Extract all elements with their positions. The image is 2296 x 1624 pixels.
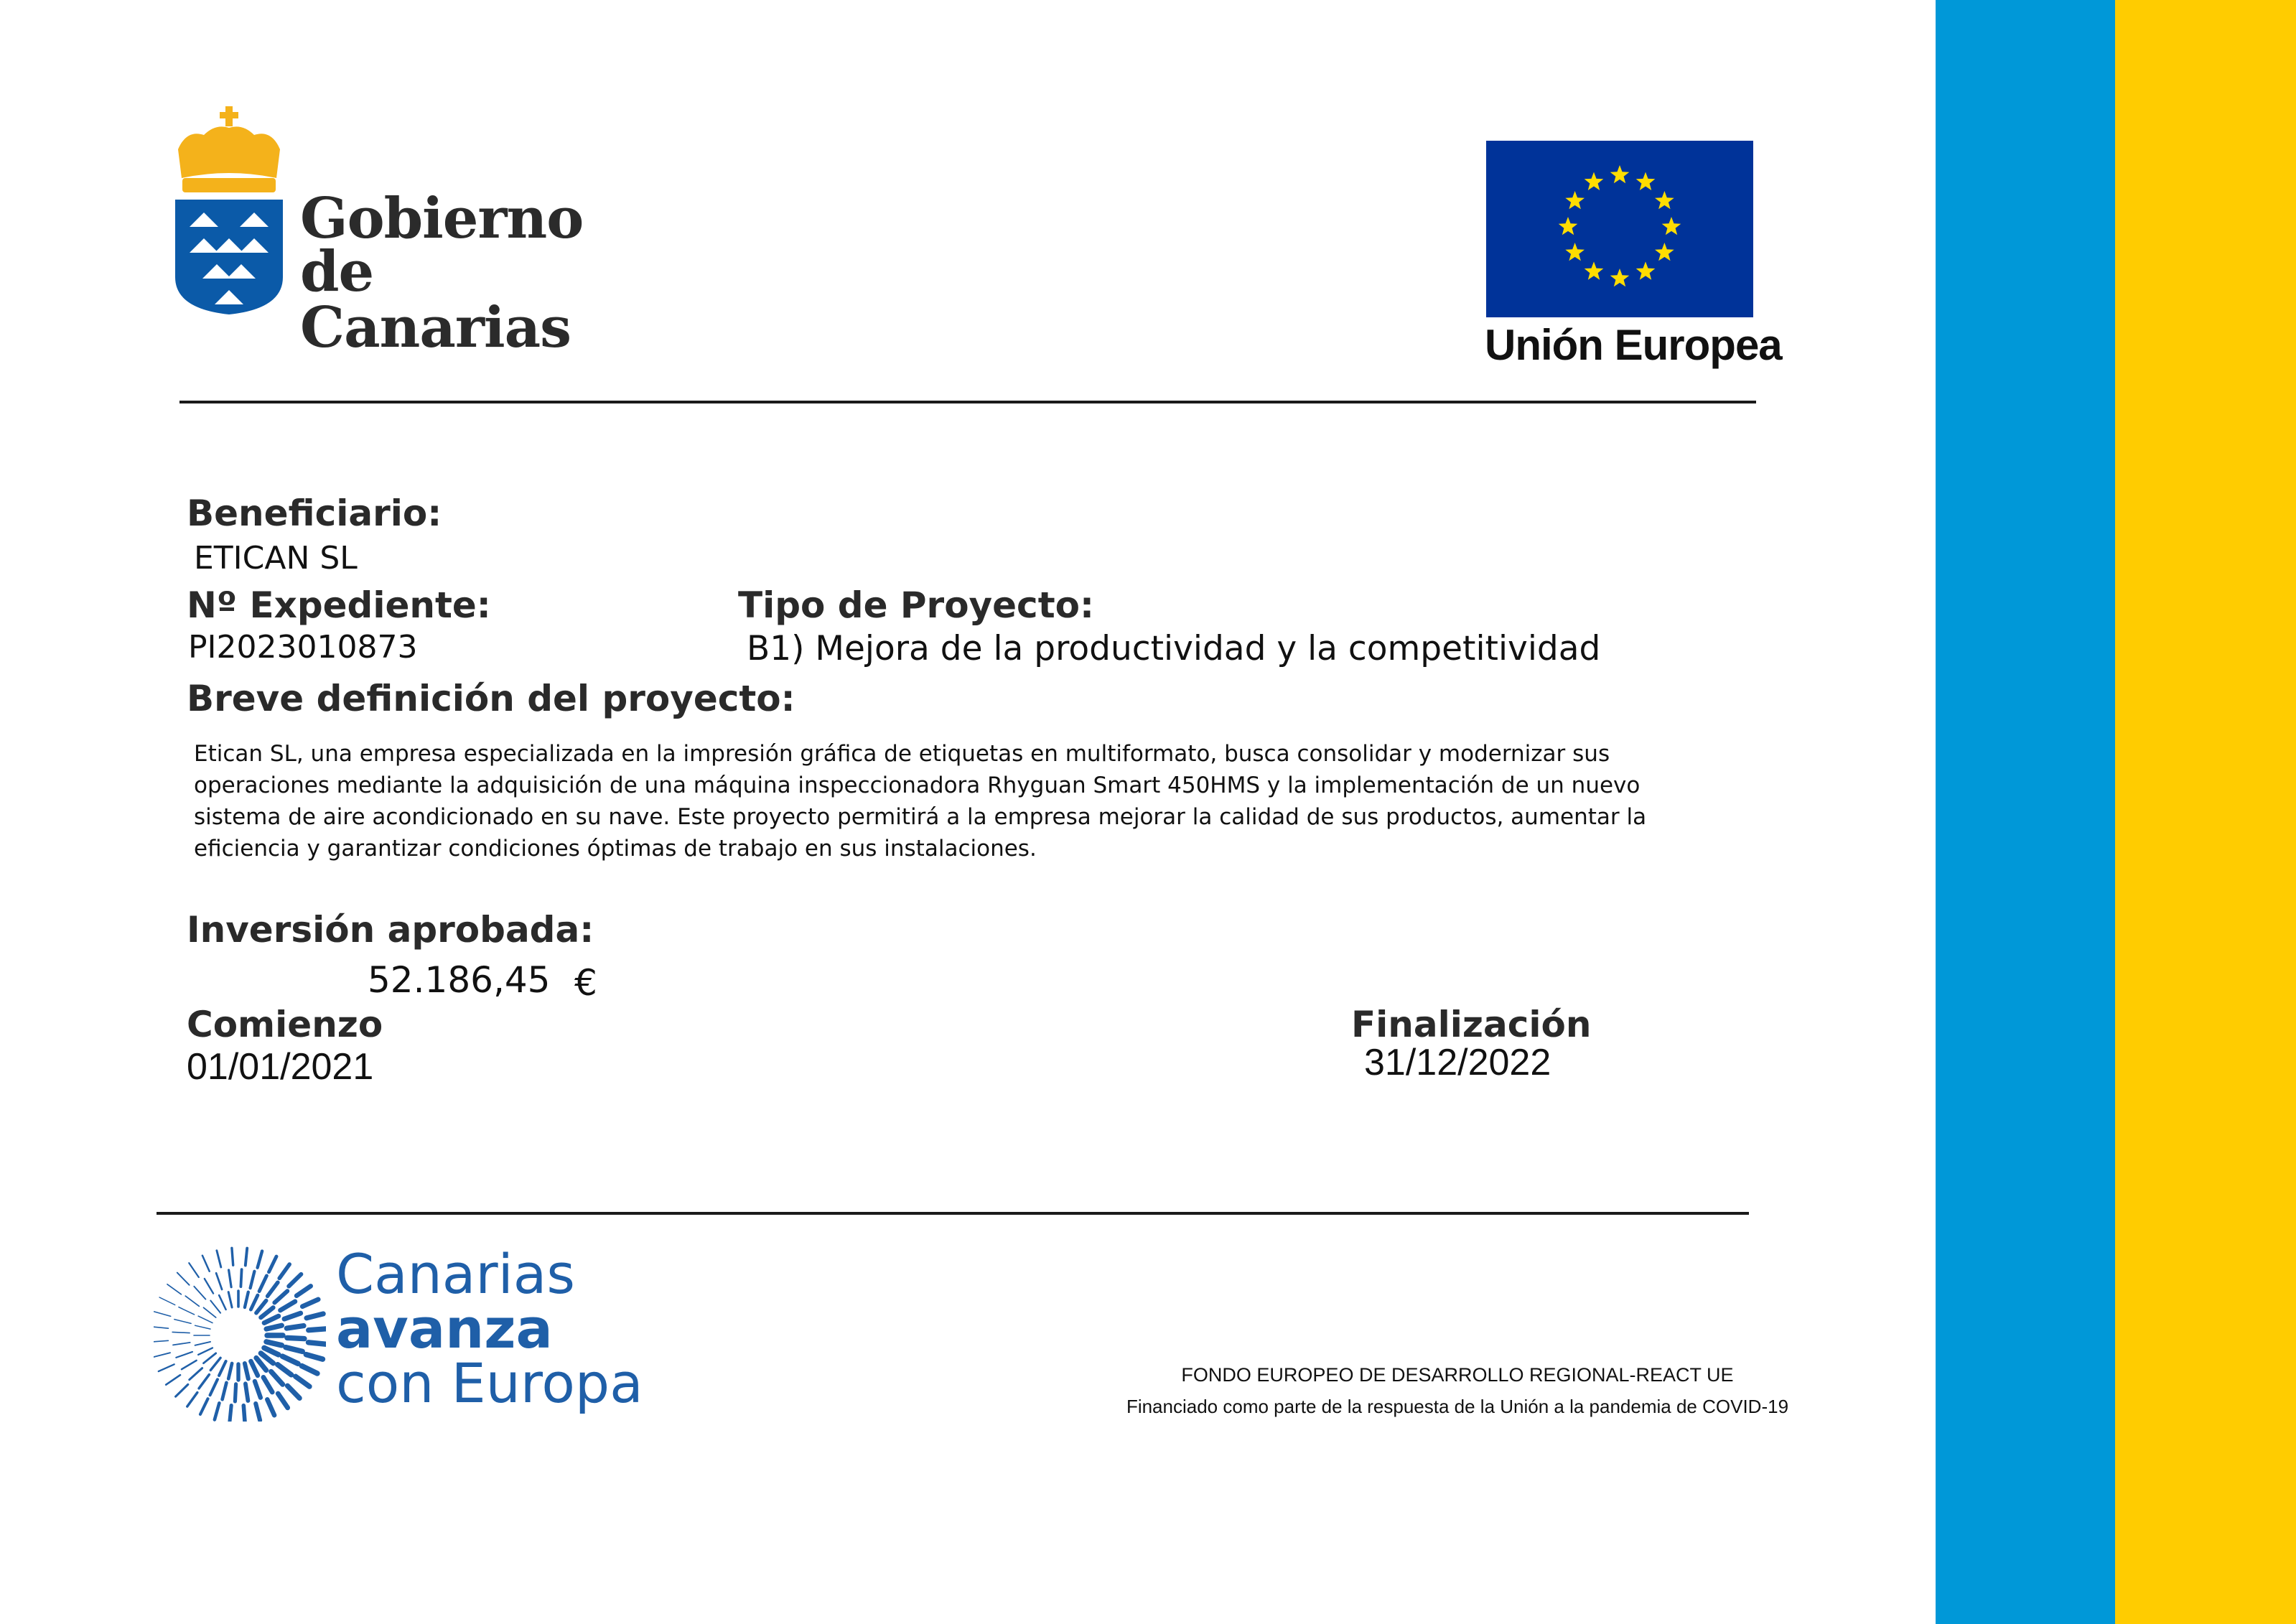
eu-star: [1610, 165, 1630, 183]
sunburst-ray: [287, 1386, 299, 1398]
sunburst-ray: [261, 1307, 273, 1317]
sunburst-ray: [284, 1313, 301, 1319]
eu-flag: [1486, 141, 1753, 317]
sunburst-ray: [302, 1366, 317, 1374]
fondo-line2: Financiado como parte de la respuesta de la Unión a la pandemia de COVID-19: [1126, 1396, 1789, 1417]
sunburst-ray: [255, 1381, 261, 1398]
comienzo-label: Comienzo: [187, 1004, 383, 1045]
shield-icon: [172, 106, 287, 314]
sunburst-ray: [179, 1307, 195, 1315]
sunburst-ray: [176, 1384, 188, 1396]
sunburst-ray: [216, 1273, 222, 1289]
eu-star: [1610, 269, 1630, 286]
sunburst-ray: [215, 1403, 220, 1419]
sunburst-ray: [309, 1343, 326, 1344]
expediente-value: PI2023010873: [188, 629, 418, 666]
eu-star: [1662, 217, 1681, 235]
sunburst-ray: [198, 1348, 213, 1355]
sunburst-ray: [280, 1302, 295, 1310]
sunburst-ray: [256, 1358, 266, 1370]
eu-star: [1565, 191, 1585, 209]
sunburst-ray: [268, 1282, 278, 1296]
sunburst-ray: [200, 1399, 208, 1414]
definicion-line: Etican SL, una empresa especializada en la impresión gráfica de etiquetas en multiformato, busca consolidar y modernizar sus: [194, 741, 1610, 767]
sunburst-ray: [219, 1361, 226, 1376]
beneficiario-label: Beneficiario:: [187, 493, 442, 534]
sunburst-ray: [154, 1340, 168, 1342]
sunburst-ray: [177, 1273, 190, 1285]
sunburst-ray: [174, 1320, 191, 1324]
canarias-avanza-logo: [154, 1242, 656, 1429]
gobierno-canarias-logo: [172, 106, 617, 360]
sunburst-ray: [246, 1383, 248, 1401]
fondo-line1: FONDO EUROPEO DE DESARROLLO REGIONAL-REACT UE: [1181, 1364, 1734, 1386]
canarias-sunburst-icon: [154, 1242, 326, 1422]
canarias-avanza-line2: avanza: [336, 1297, 553, 1361]
inversion-currency: €: [574, 962, 597, 1004]
sunburst-ray: [204, 1353, 216, 1363]
sunburst-ray: [309, 1329, 326, 1330]
sunburst-ray: [205, 1279, 213, 1294]
sunburst-ray: [256, 1404, 260, 1420]
sunburst-ray: [246, 1249, 247, 1266]
sunburst-ray: [251, 1361, 258, 1376]
sunburst-ray: [202, 1256, 210, 1271]
eu-star: [1636, 261, 1656, 279]
sunburst-ray: [154, 1353, 170, 1357]
expediente-label: Nº Expediente:: [187, 584, 491, 626]
sunburst-ray: [245, 1363, 248, 1378]
sunburst-ray: [263, 1377, 272, 1392]
sunburst-ray: [259, 1276, 266, 1292]
sunburst-ray: [286, 1326, 304, 1329]
eu-star: [1636, 172, 1656, 190]
sunburst-ray: [199, 1375, 209, 1389]
sunburst-ray: [154, 1312, 171, 1317]
footer-divider: [157, 1212, 1749, 1215]
sunburst-ray: [167, 1284, 181, 1294]
tipo-proyecto-label: Tipo de Proyecto:: [738, 584, 1094, 626]
sunburst-ray: [228, 1363, 232, 1378]
sunburst-ray: [261, 1353, 273, 1363]
sunburst-ray: [278, 1365, 291, 1375]
sunburst-ray: [173, 1343, 190, 1345]
eu-star: [1585, 172, 1604, 190]
sunburst-ray: [204, 1307, 216, 1317]
eu-star: [1655, 243, 1674, 261]
sunburst-ray: [269, 1256, 277, 1272]
sunburst-ray: [166, 1375, 180, 1385]
eu-star: [1655, 191, 1674, 209]
sunburst-ray: [278, 1394, 288, 1408]
eu-label: Unión Europea: [1485, 321, 1782, 369]
sunburst-ray: [219, 1295, 226, 1310]
sunburst-ray: [266, 1342, 281, 1345]
sunburst-ray: [256, 1301, 266, 1313]
sunburst-ray: [195, 1325, 210, 1329]
sunburst-ray: [229, 1270, 232, 1287]
definicion-line: eficiencia y garantizar condiciones óptimas de trabajo en sus instalaciones.: [194, 836, 1037, 862]
sunburst-ray: [296, 1376, 309, 1386]
finalizacion-value: 31/12/2022: [1364, 1042, 1551, 1083]
gobierno-line1: Gobierno: [300, 186, 584, 251]
definicion-label: Breve definición del proyecto:: [187, 678, 795, 719]
sunburst-ray: [159, 1364, 174, 1371]
sunburst-ray: [194, 1287, 205, 1299]
sunburst-ray: [210, 1301, 220, 1313]
sunburst-ray: [286, 1348, 302, 1352]
comienzo-value: 01/01/2021: [187, 1046, 374, 1088]
sunburst-ray: [264, 1348, 279, 1355]
sunburst-ray: [210, 1358, 220, 1370]
sunburst-ray: [195, 1342, 210, 1345]
definicion-line: sistema de aire acondicionado en su nave. Este proyecto permitirá a la empresa mejorar la calidad de sus productos, aumentar la: [194, 804, 1647, 830]
sunburst-ray: [289, 1274, 301, 1287]
sunburst-ray: [306, 1355, 322, 1360]
sunburst-ray: [297, 1286, 311, 1296]
header-divider: [179, 401, 1756, 403]
sunburst-ray: [279, 1264, 289, 1278]
beneficiario-value: ETICAN SL: [194, 540, 358, 577]
sunburst-ray: [187, 1393, 197, 1406]
sunburst-ray: [271, 1371, 283, 1384]
eu-star: [1565, 243, 1585, 261]
sunburst-ray: [223, 1383, 227, 1399]
sunburst-ray: [302, 1299, 318, 1307]
sunburst-ray: [182, 1361, 197, 1369]
sunburst-ray: [243, 1406, 245, 1422]
sunburst-ray: [251, 1295, 258, 1310]
sunburst-ray: [185, 1296, 199, 1306]
definicion-line: operaciones mediante la adquisición de una máquina inspeccionadora Rhyguan Smart 450HMS y la implementación de un nuevo: [194, 773, 1641, 798]
sunburst-ray: [176, 1352, 192, 1358]
canarias-flag-stripe-blue: [1936, 0, 2115, 1624]
canarias-avanza-line3: con Europa: [336, 1351, 643, 1415]
sunburst-ray: [228, 1292, 232, 1307]
canarias-flag-stripe-yellow: [2115, 0, 2296, 1624]
eu-stars-icon: [1486, 141, 1753, 317]
sunburst-ray: [159, 1297, 175, 1305]
canarias-avanza-line1: Canarias: [336, 1242, 575, 1306]
sunburst-ray: [154, 1327, 169, 1328]
sunburst-ray: [274, 1291, 287, 1302]
sunburst-ray: [264, 1316, 279, 1323]
sunburst-ray: [267, 1399, 274, 1415]
crown-icon: [178, 106, 280, 192]
sunburst-ray: [258, 1251, 263, 1268]
inversion-value: 52.186,45: [368, 959, 551, 1001]
sunburst-ray: [230, 1406, 231, 1422]
gobierno-line2: de Canarias: [300, 239, 571, 360]
sunburst-ray: [198, 1316, 213, 1323]
definicion-text: [194, 738, 1874, 864]
sunburst-ray: [251, 1271, 255, 1288]
eu-star: [1585, 261, 1604, 279]
sunburst-ray: [266, 1325, 281, 1329]
sunburst-ray: [210, 1379, 218, 1395]
sunburst-ray: [217, 1251, 221, 1267]
finalizacion-label: Finalización: [1351, 1004, 1592, 1045]
tipo-proyecto-value: B1) Mejora de la productividad y la competitividad: [747, 629, 1601, 668]
sunburst-ray: [190, 1368, 202, 1380]
sunburst-ray: [245, 1292, 248, 1307]
sunburst-ray: [232, 1248, 233, 1265]
sunburst-ray: [172, 1332, 190, 1333]
sunburst-ray: [189, 1263, 199, 1277]
sunburst-ray: [307, 1314, 323, 1318]
eu-star: [1559, 217, 1578, 235]
inversion-label: Inversión aprobada:: [187, 909, 594, 951]
sunburst-ray: [282, 1356, 298, 1363]
